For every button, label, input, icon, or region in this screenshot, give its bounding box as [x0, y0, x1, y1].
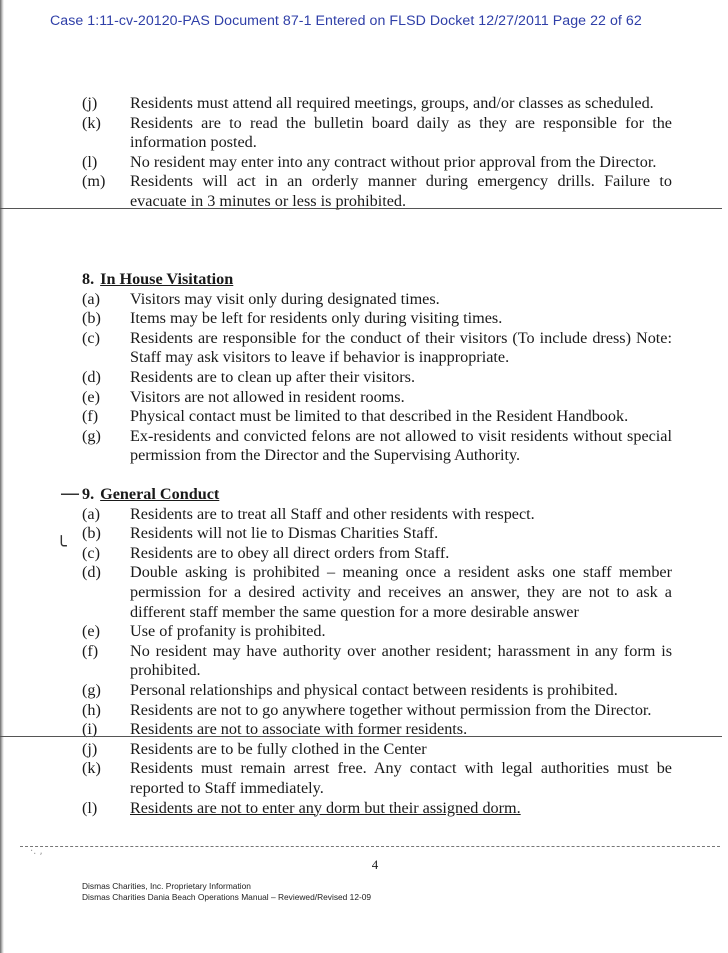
section-heading — [82, 270, 672, 290]
item-label: (e) — [82, 387, 100, 406]
scan-rule-line-dashed — [20, 846, 720, 847]
item-text: Double asking is prohibited – meaning once a resident asks one staff member permission for a desired activity and receives an answer, they are not to ask a different staff member the same question for a more desirable answer — [130, 563, 672, 621]
item-text: Residents are to read the bulletin board daily as they are responsible for the information posted. — [130, 113, 672, 152]
document-footer — [82, 881, 371, 903]
section-title: In House Visitation — [100, 270, 234, 288]
section-number: 9. — [82, 485, 95, 503]
list-item — [82, 799, 672, 819]
scan-smudge: ·. , — [30, 846, 43, 857]
list-item — [82, 740, 672, 760]
item-label: (h) — [82, 700, 101, 719]
item-text: Physical contact must be limited to that described in the Resident Handbook. — [130, 407, 629, 426]
section-9-general-conduct — [82, 485, 672, 818]
list-item — [82, 622, 672, 642]
item-text: Use of profanity is prohibited. — [130, 622, 326, 641]
item-label: (f) — [82, 407, 99, 426]
item-label: (d) — [82, 563, 101, 582]
list-item — [82, 290, 672, 310]
list-item — [82, 172, 672, 211]
item-label: (l) — [82, 152, 98, 171]
item-text: Residents are to obey all direct orders from Staff. — [130, 543, 450, 562]
item-label: (k) — [82, 113, 101, 132]
list-item — [82, 153, 672, 173]
item-label: (f) — [82, 641, 99, 660]
list-item — [82, 309, 672, 329]
list-item — [82, 94, 672, 114]
item-text: Residents are to clean up after their visitors. — [130, 367, 415, 386]
list-item — [82, 329, 672, 368]
item-label: (a) — [82, 289, 100, 308]
list-item — [82, 427, 672, 466]
item-text: Items may be left for residents only during visiting times. — [130, 309, 503, 328]
list-item — [82, 505, 672, 525]
item-text: Residents must attend all required meetings, groups, and/or classes as scheduled. — [130, 94, 654, 112]
item-text: Visitors are not allowed in resident rooms. — [130, 387, 405, 406]
footer-line-2: Dismas Charities Dania Beach Operations Manual – Reviewed/Revised 12-09 — [82, 892, 372, 902]
item-label: (c) — [82, 543, 100, 562]
section-number: 8. — [82, 270, 95, 288]
item-text: Residents will act in an orderly manner during emergency drills. Failure to evacuate in 3 minutes or less is prohibited. — [130, 172, 672, 210]
item-text: Residents are not to go anywhere together without permission from the Director. — [130, 700, 652, 719]
list-item — [82, 681, 672, 701]
list-item — [82, 642, 672, 681]
item-label: (m) — [82, 172, 106, 191]
list-item — [82, 563, 672, 622]
item-label: (j) — [82, 94, 98, 112]
item-label: (e) — [82, 622, 100, 641]
scan-left-edge — [0, 0, 4, 953]
item-text: No resident may have authority over another resident; harassment in any form is prohibited. — [130, 641, 672, 680]
margin-dash-mark: — — [60, 481, 80, 505]
item-text: Residents are to treat all Staff and other residents with respect. — [130, 504, 535, 523]
item-text: No resident may enter into any contract without prior approval from the Director. — [130, 152, 657, 171]
item-label: (c) — [82, 328, 100, 347]
item-text: Residents are not to enter any dorm but their assigned dorm. — [130, 798, 521, 817]
item-text: Residents are not to associate with former residents. — [130, 720, 468, 739]
item-text: Visitors may visit only during designated times. — [130, 289, 440, 308]
item-text: Residents will not lie to Dismas Charities Staff. — [130, 524, 439, 543]
item-label: (j) — [82, 739, 98, 758]
item-label: (g) — [82, 680, 101, 699]
list-item — [82, 368, 672, 388]
scan-rule-line — [0, 736, 722, 737]
item-label: (g) — [82, 426, 101, 445]
section-8-in-house-visitation — [82, 270, 672, 466]
item-label: (l) — [82, 798, 98, 817]
section-title: General Conduct — [100, 485, 220, 503]
margin-check-mark: ╰ — [56, 536, 67, 557]
item-text: Residents are responsible for the conduct of their visitors (To include dress) Note: Staff may ask visitors to leave if behavior is inappropriate. — [130, 328, 672, 367]
page-number: 4 — [371, 857, 379, 872]
item-label: (b) — [82, 309, 101, 328]
item-text: Residents must remain arrest free. Any contact with legal authorities must be reported to Staff immediately. — [130, 759, 672, 797]
item-label: (a) — [82, 504, 100, 523]
item-label: (b) — [82, 524, 101, 543]
footer-line-1: Dismas Charities, Inc. Proprietary Information — [82, 881, 251, 891]
section-7-continuation — [82, 94, 672, 212]
case-header-stamp: Case 1:11-cv-20120-PAS Document 87-1 Entered on FLSD Docket 12/27/2011 Page 22 of 62 — [50, 13, 642, 29]
list-item — [82, 407, 672, 427]
list-item — [82, 524, 672, 544]
item-text: Ex-residents and convicted felons are not allowed to visit residents without special permission from the Director and the Supervising Authority. — [130, 426, 672, 465]
list-item — [82, 544, 672, 564]
item-text: Personal relationships and physical contact between residents is prohibited. — [130, 680, 618, 699]
list-item — [82, 388, 672, 408]
list-item — [82, 114, 672, 153]
item-text: Residents are to be fully clothed in the Center — [130, 739, 427, 758]
section-heading — [82, 485, 672, 505]
list-item — [82, 701, 672, 721]
scan-rule-line — [0, 208, 722, 209]
item-label: (k) — [82, 759, 101, 778]
item-label: (i) — [82, 720, 98, 739]
list-item — [82, 759, 672, 798]
item-label: (d) — [82, 367, 101, 386]
